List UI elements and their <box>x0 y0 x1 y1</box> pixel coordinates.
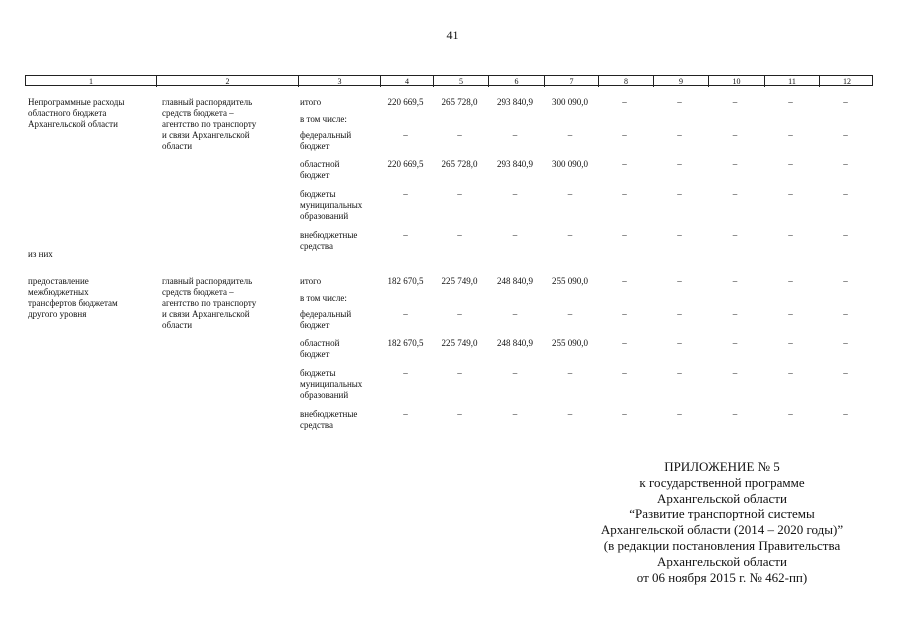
table-cell-value: – <box>732 409 738 419</box>
funding-source-label: итого <box>300 97 322 107</box>
table-cell-value: – <box>788 309 793 319</box>
table-cell-value: – <box>677 130 682 140</box>
funding-source-label: муниципальных <box>300 379 363 389</box>
table-cell-value: – <box>788 368 793 378</box>
table-cell-value: – <box>788 159 793 169</box>
column-header: 1 <box>89 77 93 86</box>
funding-source-label: в том числе: <box>300 293 347 303</box>
table-cell-value: – <box>788 276 793 286</box>
column-header: 4 <box>380 76 433 87</box>
expense-name: Непрограммные расходы <box>28 97 125 107</box>
responsible-executor: средств бюджета – <box>162 108 234 118</box>
expense-name: областного бюджета <box>28 108 107 118</box>
funding-source-label: бюджет <box>300 170 330 180</box>
table-cell-value: – <box>788 97 793 107</box>
table-cell-value: – <box>622 338 627 348</box>
expense-name: межбюджетных <box>28 287 89 297</box>
table-cell-value: – <box>567 230 573 240</box>
funding-source-label: внебюджетные <box>300 230 358 240</box>
table-cell-value: – <box>622 368 627 378</box>
table-cell-value: – <box>788 130 793 140</box>
expense-name: Архангельской области <box>28 119 118 129</box>
funding-source-label: образований <box>300 211 349 221</box>
funding-source-label: муниципальных <box>300 200 363 210</box>
table-cell-value: – <box>567 130 573 140</box>
column-header: 3 <box>298 76 380 87</box>
table-cell-value: 255 090,0 <box>552 338 588 348</box>
table-cell-value: – <box>677 159 682 169</box>
responsible-executor: и связи Архангельской <box>162 309 250 319</box>
responsible-executor: и связи Архангельской <box>162 130 250 140</box>
table-cell-value: – <box>677 409 682 419</box>
table-header-row <box>25 75 873 86</box>
funding-source-label: образований <box>300 390 349 400</box>
table-cell-value: – <box>732 338 738 348</box>
table-cell-value: – <box>843 159 848 169</box>
table-cell-value: – <box>403 409 408 419</box>
appendix-line: Архангельской области <box>657 490 787 506</box>
funding-source-label: бюджеты <box>300 368 336 378</box>
column-header: 9 <box>653 76 708 87</box>
table-cell-value: – <box>677 276 682 286</box>
table-cell-value: – <box>512 130 518 140</box>
table-cell-value: – <box>622 409 627 419</box>
table-cell-value: 300 090,0 <box>552 97 588 107</box>
table-cell-value: 293 840,9 <box>497 97 533 107</box>
table-cell-value: – <box>843 97 848 107</box>
table-cell-value: – <box>622 130 627 140</box>
table-cell-value: – <box>788 338 793 348</box>
table-cell-value: 300 090,0 <box>552 159 588 169</box>
funding-source-label: бюджет <box>300 320 330 330</box>
column-header: 2 <box>156 76 298 87</box>
table-cell-value: – <box>843 276 848 286</box>
table-cell-value: – <box>732 189 738 199</box>
table-cell-value: 265 728,0 <box>441 159 478 169</box>
table-cell-value: – <box>457 230 462 240</box>
funding-source-label: федеральный <box>300 309 352 319</box>
table-cell-value: 182 670,5 <box>387 338 424 348</box>
appendix-line: ПРИЛОЖЕНИЕ № 5 <box>664 459 780 474</box>
responsible-executor: области <box>162 320 193 330</box>
table-cell-value: – <box>843 309 848 319</box>
table-cell-value: – <box>732 276 738 286</box>
responsible-executor: агентство по транспорту <box>162 298 257 308</box>
responsible-executor: агентство по транспорту <box>162 119 257 129</box>
funding-source-label: в том числе: <box>300 114 347 124</box>
table-cell-value: – <box>843 189 848 199</box>
table-cell-value: – <box>788 409 793 419</box>
table-cell-value: 220 669,5 <box>387 159 424 169</box>
column-header: 10 <box>708 76 764 87</box>
table-cell-value: 293 840,9 <box>497 159 533 169</box>
funding-source-label: итого <box>300 276 322 286</box>
table-cell-value: – <box>622 189 627 199</box>
column-header: 7 <box>544 76 598 87</box>
appendix-line: к государственной программе <box>639 474 805 490</box>
funding-source-label: бюджеты <box>300 189 336 199</box>
responsible-executor: главный распорядитель <box>162 276 253 286</box>
funding-source-label: средства <box>300 420 334 430</box>
appendix-line: от 06 ноября 2015 г. № 462-пп) <box>636 569 808 585</box>
expense-name: трансфертов бюджетам <box>28 298 118 308</box>
table-cell-value: – <box>843 368 848 378</box>
appendix-line: Архангельской области (2014 – 2020 годы)” <box>600 522 844 538</box>
table-cell-value: – <box>403 230 408 240</box>
section-label: из них <box>28 249 53 259</box>
responsible-executor: средств бюджета – <box>162 287 234 297</box>
table-cell-value: – <box>677 189 682 199</box>
table-cell-value: – <box>788 189 793 199</box>
table-cell-value: – <box>677 230 682 240</box>
funding-source-label: бюджет <box>300 349 330 359</box>
table-cell-value: – <box>677 368 682 378</box>
table-cell-value: – <box>567 189 573 199</box>
table-cell-value: – <box>843 130 848 140</box>
table-cell-value: – <box>677 338 682 348</box>
table-cell-value: – <box>788 230 793 240</box>
table-cell-value: – <box>843 230 848 240</box>
table-cell-value: 182 670,5 <box>387 276 424 286</box>
table-cell-value: – <box>512 409 518 419</box>
table-cell-value: – <box>622 159 627 169</box>
table-cell-value: – <box>732 159 738 169</box>
table-cell-value: – <box>457 409 462 419</box>
table-cell-value: 225 749,0 <box>441 338 478 348</box>
responsible-executor: области <box>162 141 193 151</box>
table-cell-value: – <box>677 309 682 319</box>
column-header: 12 <box>819 76 874 87</box>
table-cell-value: 225 749,0 <box>441 276 478 286</box>
appendix-line: Архангельской области <box>657 553 787 569</box>
funding-source-label: внебюджетные <box>300 409 358 419</box>
table-cell-value: – <box>457 189 462 199</box>
table-cell-value: 220 669,5 <box>387 97 424 107</box>
table-cell-value: – <box>677 97 682 107</box>
table-cell-value: 248 840,9 <box>497 276 533 286</box>
table-cell-value: – <box>843 338 848 348</box>
table-cell-value: – <box>512 189 518 199</box>
table-cell-value: – <box>622 230 627 240</box>
table-cell-value: – <box>403 189 408 199</box>
table-cell-value: – <box>622 97 627 107</box>
table-cell-value: 265 728,0 <box>441 97 478 107</box>
expense-name: другого уровня <box>28 309 87 319</box>
table-cell-value: 255 090,0 <box>552 276 588 286</box>
table-cell-value: – <box>732 97 738 107</box>
column-header: 5 <box>433 76 488 87</box>
column-header: 8 <box>598 76 653 87</box>
funding-source-label: средства <box>300 241 334 251</box>
table-cell-value: 248 840,9 <box>497 338 533 348</box>
table-cell-value: – <box>512 309 518 319</box>
table-cell-value: – <box>622 276 627 286</box>
table-cell-value: – <box>567 309 573 319</box>
table-cell-value: – <box>843 409 848 419</box>
table-cell-value: – <box>457 368 462 378</box>
table-cell-value: – <box>457 309 462 319</box>
table-cell-value: – <box>732 230 738 240</box>
funding-source-label: бюджет <box>300 141 330 151</box>
table-cell-value: – <box>567 368 573 378</box>
funding-source-label: областной <box>300 159 340 169</box>
table-cell-value: – <box>403 368 408 378</box>
table-cell-value: – <box>732 130 738 140</box>
page-number: 41 <box>446 28 459 42</box>
appendix-caption <box>540 459 904 585</box>
table-cell-value: – <box>512 368 518 378</box>
table-cell-value: – <box>512 230 518 240</box>
table-cell-value: – <box>403 309 408 319</box>
column-header: 11 <box>764 76 819 87</box>
appendix-line: (в редакции постановления Правительства <box>603 537 841 553</box>
expense-name: предоставление <box>28 276 89 286</box>
appendix-line: “Развитие транспортной системы <box>629 506 815 522</box>
funding-source-label: федеральный <box>300 130 352 140</box>
funding-source-label: областной <box>300 338 340 348</box>
table-cell-value: – <box>732 309 738 319</box>
table-cell-value: – <box>403 130 408 140</box>
responsible-executor: главный распорядитель <box>162 97 253 107</box>
table-cell-value: – <box>567 409 573 419</box>
table-cell-value: – <box>732 368 738 378</box>
table-cell-value: – <box>622 309 627 319</box>
table-cell-value: – <box>457 130 462 140</box>
column-header: 6 <box>488 76 544 87</box>
